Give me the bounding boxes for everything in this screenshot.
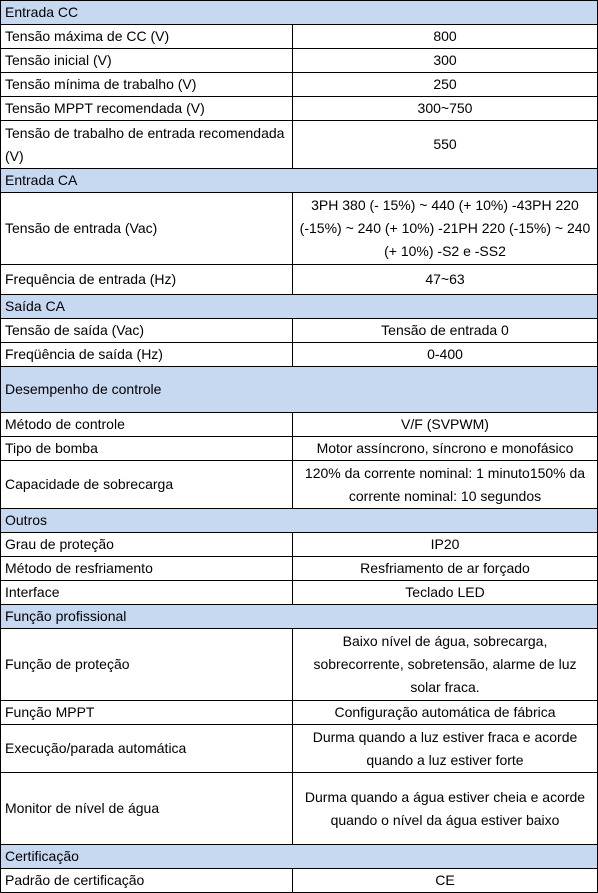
row-label: Interface <box>1 581 293 605</box>
table-row <box>1 121 598 169</box>
section-header-entrada-ca <box>1 169 598 193</box>
row-label: Capacidade de sobrecarga <box>1 461 293 509</box>
row-label: Tipo de bomba <box>1 437 293 461</box>
row-label: Tensão de trabalho de entrada recomendada (V) <box>1 121 293 169</box>
table-row <box>1 73 598 97</box>
section-title: Outros <box>1 509 598 533</box>
table-row <box>1 343 598 367</box>
row-value: Tensão de entrada 0 <box>293 319 598 343</box>
section-header-outros <box>1 509 598 533</box>
row-value: Motor assíncrono, síncrono e monofásico <box>293 437 598 461</box>
row-label: Tensão MPPT recomendada (V) <box>1 97 293 121</box>
table-row <box>1 193 598 265</box>
table-row <box>1 413 598 437</box>
section-header-entrada-cc <box>1 1 598 25</box>
row-label: Método de controle <box>1 413 293 437</box>
row-value: 300~750 <box>293 97 598 121</box>
section-title: Entrada CC <box>1 1 598 25</box>
row-label: Tensão máxima de CC (V) <box>1 25 293 49</box>
row-value: 3PH 380 (- 15%) ~ 440 (+ 10%) -43PH 220 (-15%) ~ 240 (+ 10%) -21PH 220 (-15%) ~ 240 (+ 10%) -S2 e -SS2 <box>293 193 598 265</box>
row-value: Durma quando a água estiver cheia e acorde quando o nível da água estiver baixo <box>293 773 598 845</box>
table-row <box>1 869 598 893</box>
table-row <box>1 557 598 581</box>
table-row <box>1 265 598 295</box>
table-row <box>1 319 598 343</box>
row-label: Frequência de entrada (Hz) <box>1 265 293 295</box>
row-label: Freqüência de saída (Hz) <box>1 343 293 367</box>
section-title: Função profissional <box>1 605 598 629</box>
row-label: Grau de proteção <box>1 533 293 557</box>
section-title: Entrada CA <box>1 169 598 193</box>
row-label: Padrão de certificação <box>1 869 293 893</box>
row-value: Teclado LED <box>293 581 598 605</box>
row-label: Tensão inicial (V) <box>1 49 293 73</box>
row-value: 47~63 <box>293 265 598 295</box>
section-title: Desempenho de controle <box>1 367 598 413</box>
section-header-funcao-profissional <box>1 605 598 629</box>
row-value: 0-400 <box>293 343 598 367</box>
table-row <box>1 461 598 509</box>
table-row <box>1 773 598 845</box>
row-value: 300 <box>293 49 598 73</box>
table-row <box>1 629 598 701</box>
row-value: Durma quando a luz estiver fraca e acorde quando a luz estiver forte <box>293 725 598 773</box>
table-row <box>1 437 598 461</box>
row-value: 550 <box>293 121 598 169</box>
row-label: Função de proteção <box>1 629 293 701</box>
row-value: 120% da corrente nominal: 1 minuto150% da corrente nominal: 10 segundos <box>293 461 598 509</box>
row-label: Função MPPT <box>1 701 293 725</box>
row-label: Monitor de nível de água <box>1 773 293 845</box>
table-row <box>1 581 598 605</box>
table-row <box>1 701 598 725</box>
section-header-certificacao <box>1 845 598 869</box>
row-value: Resfriamento de ar forçado <box>293 557 598 581</box>
row-label: Método de resfriamento <box>1 557 293 581</box>
row-value: 250 <box>293 73 598 97</box>
table-row <box>1 533 598 557</box>
row-label: Execução/parada automática <box>1 725 293 773</box>
row-label: Tensão mínima de trabalho (V) <box>1 73 293 97</box>
row-value: CE <box>293 869 598 893</box>
section-title: Saída CA <box>1 295 598 319</box>
table-row <box>1 725 598 773</box>
row-value: 800 <box>293 25 598 49</box>
row-value: Baixo nível de água, sobrecarga, sobrecorrente, sobretensão, alarme de luz solar fraca. <box>293 629 598 701</box>
row-value: Configuração automática de fábrica <box>293 701 598 725</box>
row-value: V/F (SVPWM) <box>293 413 598 437</box>
section-title: Certificação <box>1 845 598 869</box>
table-row <box>1 25 598 49</box>
table-row <box>1 97 598 121</box>
row-label: Tensão de saída (Vac) <box>1 319 293 343</box>
section-header-saida-ca <box>1 295 598 319</box>
section-header-desempenho-de-controle <box>1 367 598 413</box>
table-row <box>1 49 598 73</box>
row-value: IP20 <box>293 533 598 557</box>
row-label: Tensão de entrada (Vac) <box>1 193 293 265</box>
